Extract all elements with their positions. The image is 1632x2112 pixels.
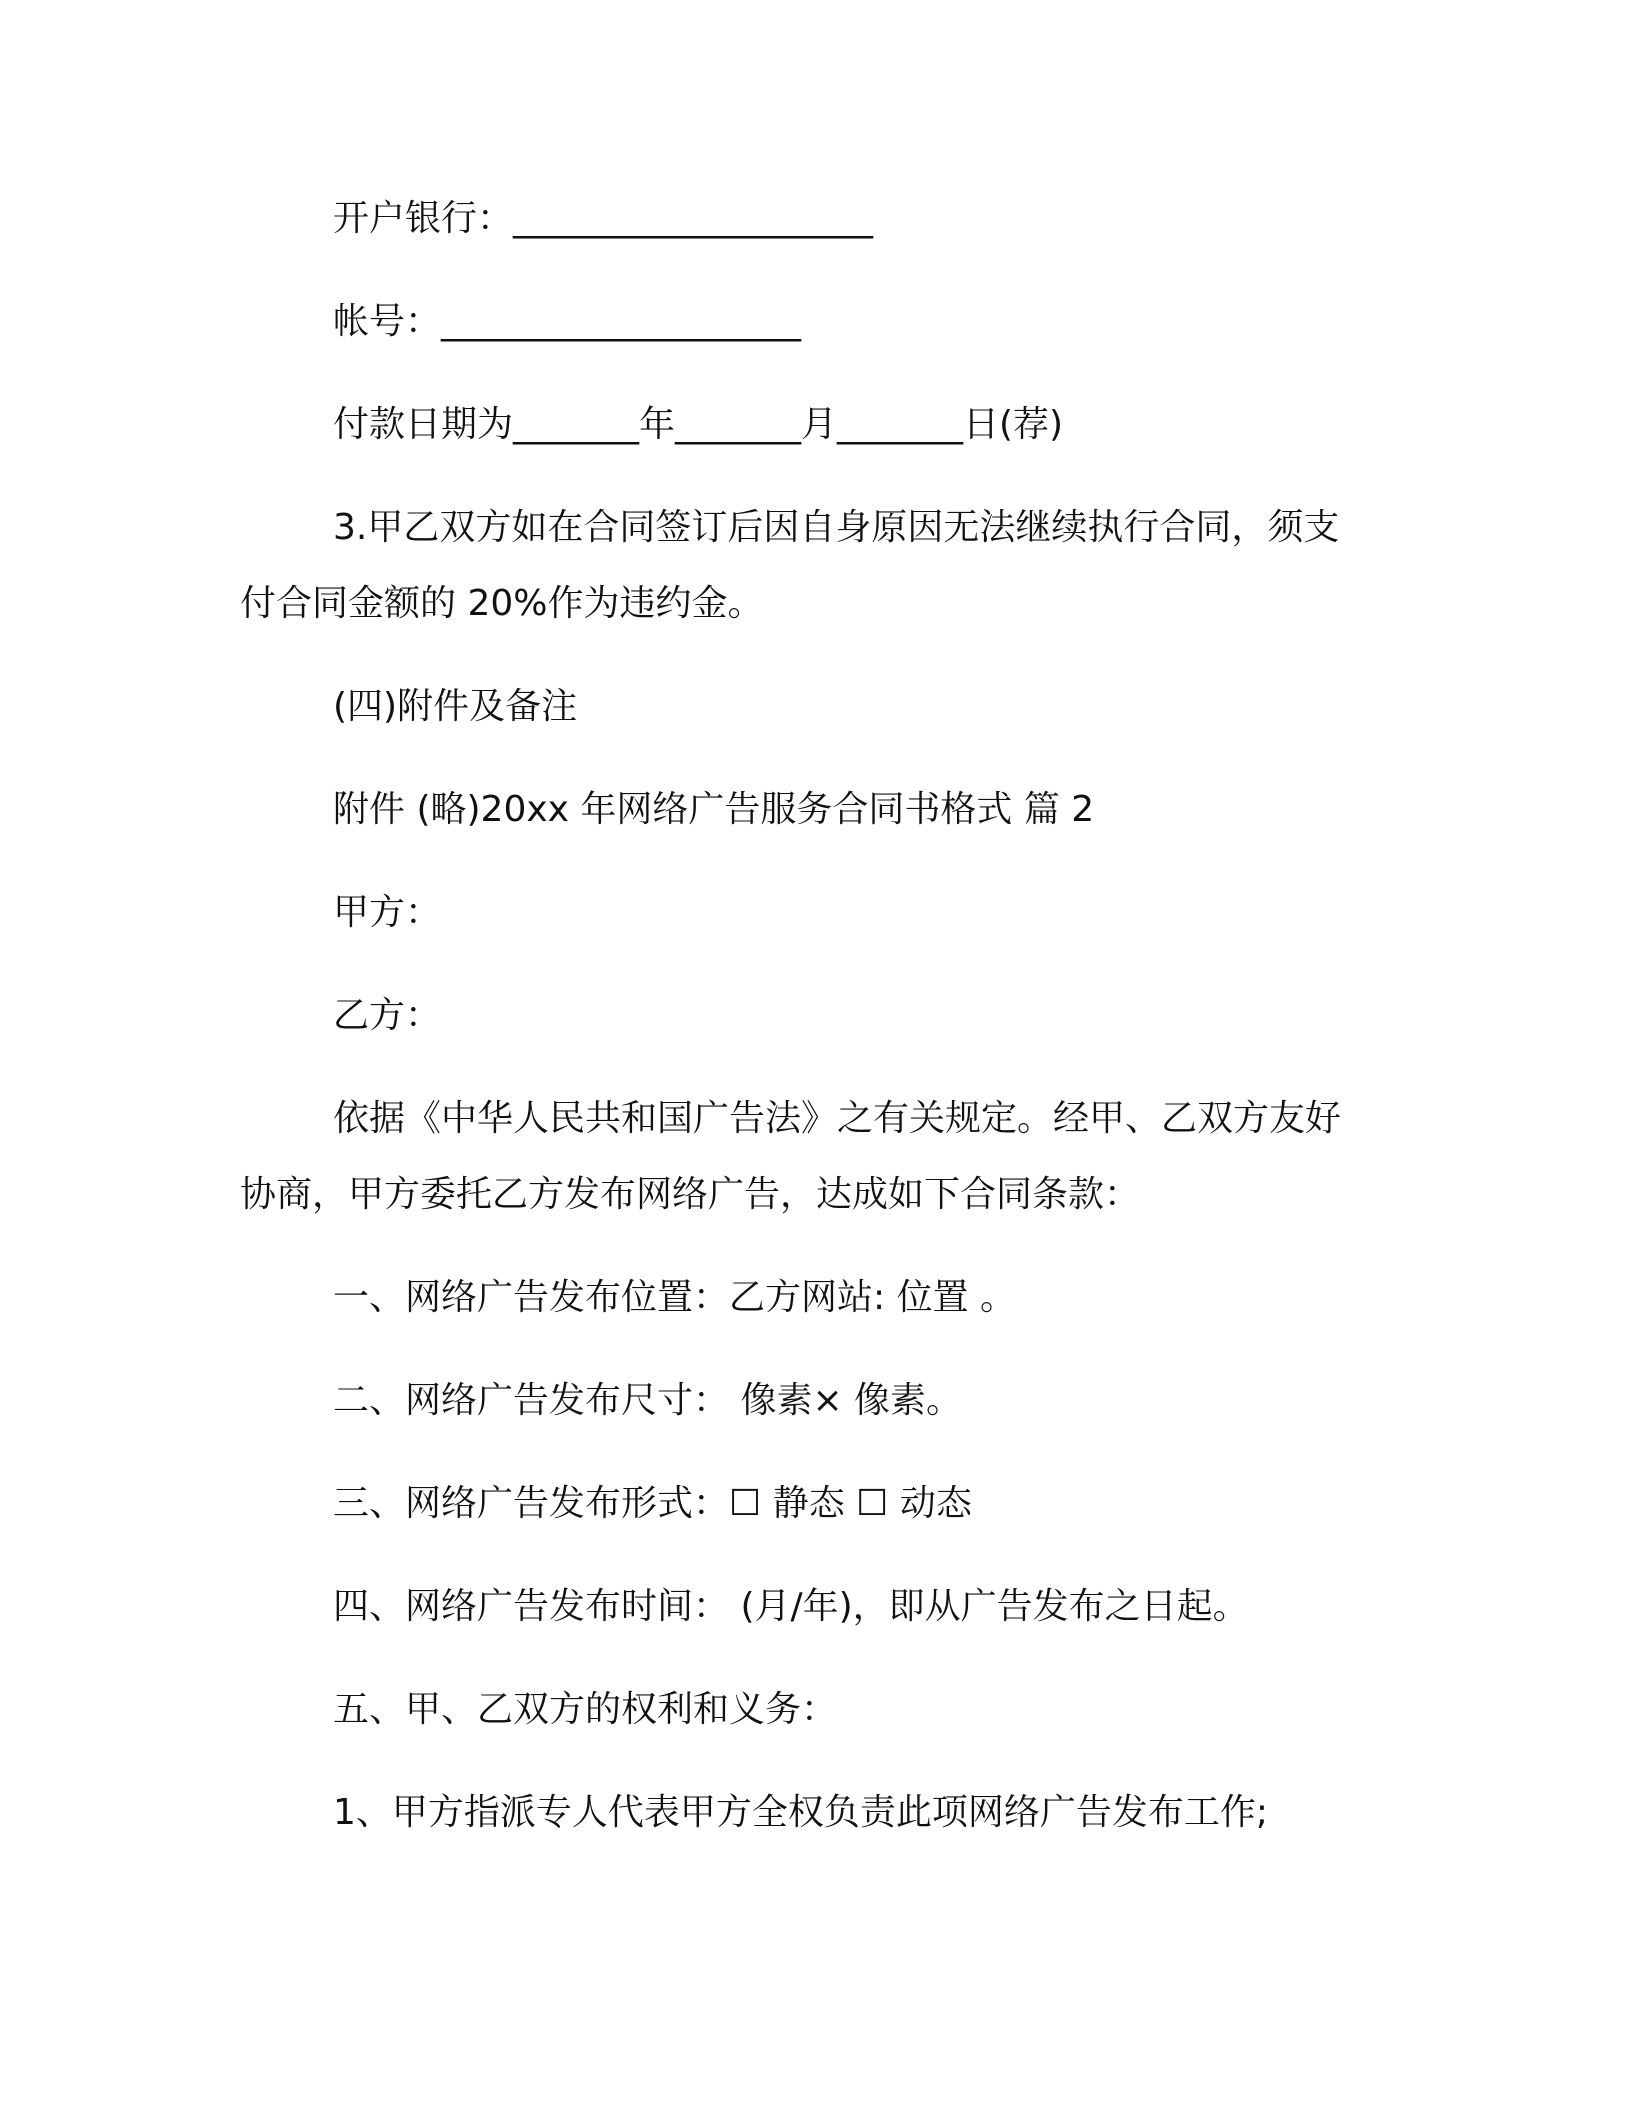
term-4-line: 四、网络广告发布时间： (月/年)，即从广告发布之日起。 (333, 1586, 1249, 1627)
payment-date-line: 付款日期为_______年_______月_______日(荐) (333, 404, 1064, 445)
party-b-line: 乙方： (333, 995, 442, 1036)
clause-3-line-2: 付合同金额的 20%作为违约金。 (240, 583, 764, 624)
obligation-1-line: 1、甲方指派专人代表甲方全权负责此项网络广告发布工作; (333, 1792, 1269, 1833)
attachment-heading: (四)附件及备注 (333, 686, 578, 727)
bank-line: 开户银行：____________________ (333, 198, 874, 239)
clause-3-line-1: 3.甲乙双方如在合同签订后因自身原因无法继续执行合同，须支 (333, 507, 1340, 548)
term-3-line: 三、网络广告发布形式：☐ 静态 ☐ 动态 (333, 1483, 972, 1524)
term-5-line: 五、甲、乙双方的权利和义务： (333, 1689, 838, 1730)
section-title: 附件 (略)20xx 年网络广告服务合同书格式 篇 2 (333, 789, 1095, 830)
term-2-line: 二、网络广告发布尺寸： 像素× 像素。 (333, 1380, 963, 1421)
term-1-line: 一、网络广告发布位置：乙方网站: 位置 。 (333, 1277, 1017, 1318)
basis-line-2: 协商，甲方委托乙方发布网络广告，达成如下合同条款： (240, 1174, 1141, 1215)
account-line: 帐号：____________________ (333, 301, 802, 342)
basis-line-1: 依据《中华人民共和国广告法》之有关规定。经甲、乙双方友好 (333, 1098, 1342, 1139)
party-a-line: 甲方： (333, 892, 442, 933)
